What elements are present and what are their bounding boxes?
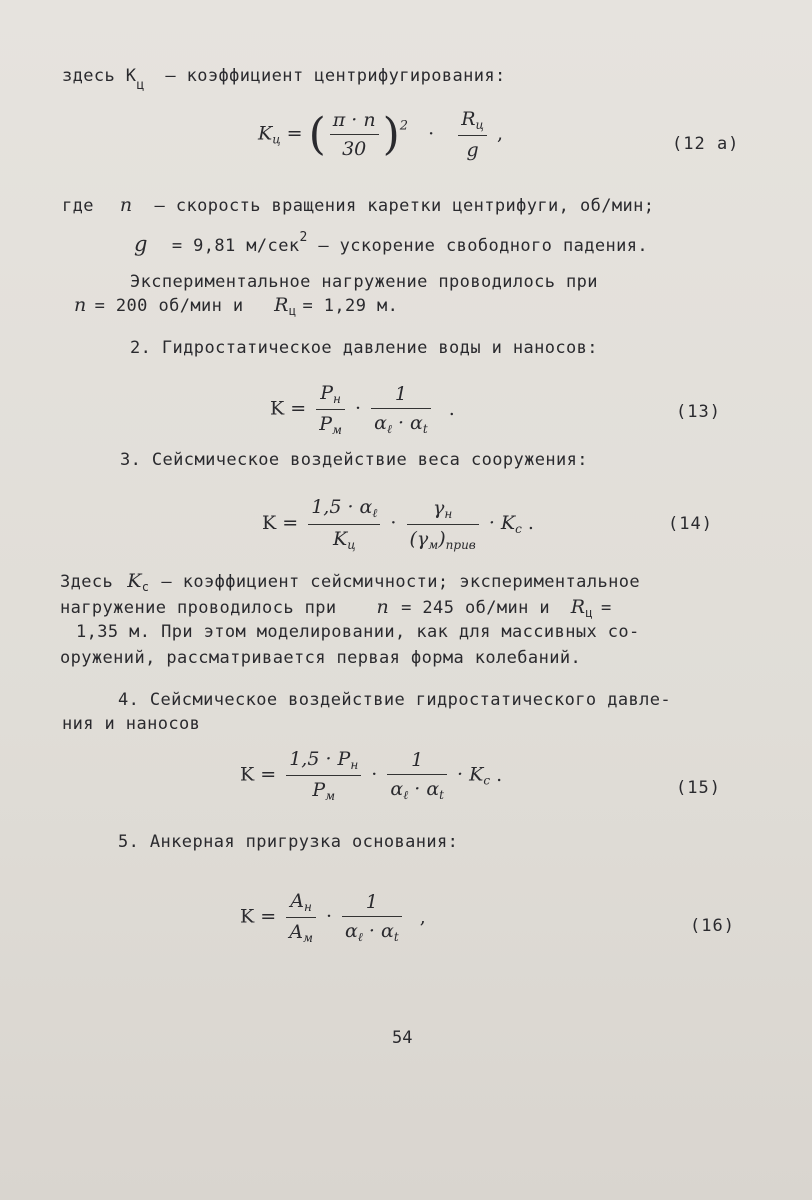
item-5-heading: 5. Анкерная пригрузка основания: — [118, 832, 459, 852]
equation-16: K = $\frac{A_н}{A_м}$ · $\frac{1}{\alpha_\ell \cdot \alpha_t}$ , — [240, 890, 426, 945]
paragraph-3-line-3: 1,35 м. При этом моделировании, как для массивных со- — [76, 622, 640, 642]
equation-12a: $K_ц$ = ( $\frac{\pi \cdot n}{30}$ )$^2$ · $\frac{R_ц}{g}$ , — [258, 108, 503, 161]
item-3-heading: 3. Сейсмическое воздействие веса сооружения: — [120, 450, 588, 470]
page-number: 54 — [392, 1028, 413, 1048]
equation-13: K = $\frac{P_н}{P_м}$ · $\frac{1}{\alpha_\ell \cdot \alpha_t}$ . — [270, 382, 455, 437]
equation-number-14: (14) — [668, 514, 713, 534]
equation-15: K = $\frac{1,5 \cdot P_н}{P_м}$ · $\frac{1}{\alpha_\ell \cdot \alpha_t}$ · $K_c$ . — [240, 748, 503, 803]
item-4-heading-line-2: ния и наносов — [62, 714, 201, 734]
equation-number-16: (16) — [690, 916, 735, 936]
experiment-line-2: n = 200 об/мин и $R_ц = 1,29$ м. — [74, 294, 399, 318]
equation-number-13: (13) — [676, 402, 721, 422]
equation-number-12a: (12 a) — [672, 134, 740, 154]
paragraph-3-line-4: оружений, рассматривается первая форма колебаний. — [60, 648, 582, 668]
equation-14: K = $\frac{1,5 \cdot \alpha_\ell}{K_ц}$ · $\frac{\gamma_н}{(\gamma_м)_{прив}}$ · $K_c$ . — [262, 496, 534, 552]
where-line-1: где n – скорость вращения каретки центрифуги, об/мин; — [62, 194, 655, 216]
where-line-2: g = 9,81 м/сек$^2$ – ускорение свободного падения. — [134, 230, 649, 256]
item-2-heading: 2. Гидростатическое давление воды и наносов: — [130, 338, 598, 358]
item-4-heading-line-1: 4. Сейсмическое воздействие гидростатического давле- — [118, 690, 672, 710]
intro-line: здесь $К_ц$ – коэффициент центрифугирования: — [62, 66, 506, 93]
experiment-line-1: Экспериментальное нагружение проводилось при — [130, 272, 598, 292]
paragraph-3-line-1: Здесь $K_c$ – коэффициент сейсмичности; экспериментальное — [60, 570, 640, 594]
paragraph-3-line-2: нагружение проводилось при n = 245 об/мин и $R_ц$ = — [60, 596, 612, 620]
equation-number-15: (15) — [676, 778, 721, 798]
